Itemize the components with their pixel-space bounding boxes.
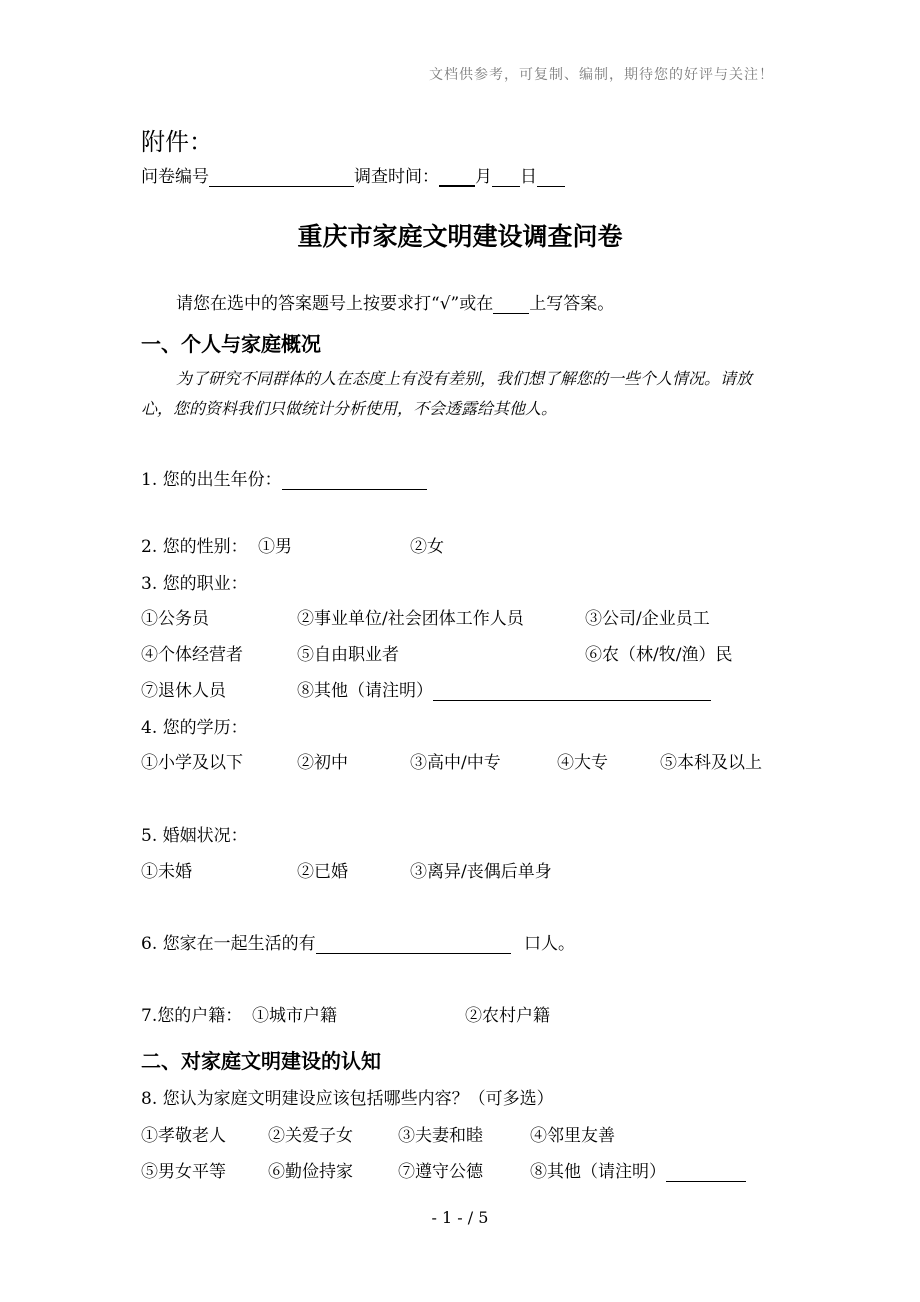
instruction bbox=[176, 289, 614, 314]
question-2 bbox=[141, 532, 248, 557]
q8-number: 8. bbox=[141, 1089, 158, 1109]
questionnaire-no-label: 问卷编号 bbox=[141, 167, 209, 187]
option-civil-servant[interactable]: ①公务员 bbox=[141, 609, 209, 629]
instruction-text-a: 请您在选中的答案题号上按要求打“√”或在 bbox=[176, 294, 494, 314]
questionnaire-meta bbox=[141, 162, 565, 187]
question-1 bbox=[141, 465, 427, 490]
option-junior-high[interactable]: ②初中 bbox=[297, 753, 348, 773]
occupation-other-blank[interactable] bbox=[433, 683, 711, 701]
q2-text: 您的性别： bbox=[162, 537, 248, 557]
option-unmarried[interactable]: ①未婚 bbox=[141, 862, 192, 882]
month-blank[interactable] bbox=[439, 168, 475, 187]
option-male[interactable]: ①男 bbox=[258, 537, 292, 557]
q6-text: 您家在一起生活的有 bbox=[162, 934, 316, 954]
q5-text: 婚姻状况： bbox=[162, 826, 248, 846]
q1-text: 您的出生年份： bbox=[162, 470, 282, 490]
question-5 bbox=[141, 821, 248, 846]
section-1-note: 为了研究不同群体的人在态度上有没有差别，我们想了解您的一些个人情况。请放心，您的资料我们只做统计分析使用，不会透露给其他人。 bbox=[141, 369, 753, 418]
q3-number: 3. bbox=[141, 574, 158, 594]
header-note: 文档供参考，可复制、编制，期待您的好评与关注！ bbox=[429, 67, 774, 83]
page-number: - 1 - / 5 bbox=[431, 1208, 489, 1227]
section-2-heading: 二、对家庭文明建设的认知 bbox=[141, 1049, 381, 1073]
day-blank[interactable] bbox=[492, 169, 520, 187]
option-primary-school[interactable]: ①小学及以下 bbox=[141, 753, 243, 773]
instruction-text-b: 上写答案。 bbox=[529, 294, 615, 314]
attachment-label: 附件： bbox=[141, 128, 213, 156]
questionnaire-no-blank[interactable] bbox=[209, 169, 354, 187]
option-harmonious-couple[interactable]: ③夫妻和睦 bbox=[398, 1126, 483, 1146]
option-rural-hukou[interactable]: ②农村户籍 bbox=[465, 1006, 550, 1026]
question-6 bbox=[141, 929, 575, 954]
q2-number: 2. bbox=[141, 537, 158, 557]
q1-number: 1. bbox=[141, 470, 158, 490]
question-7 bbox=[141, 1001, 242, 1026]
page-title: 重庆市家庭文明建设调查问卷 bbox=[297, 222, 623, 251]
month-label: 月 bbox=[475, 167, 492, 187]
question-8 bbox=[141, 1084, 554, 1109]
option-friendly-neighbors[interactable]: ④邻里友善 bbox=[530, 1126, 615, 1146]
q5-number: 5. bbox=[141, 826, 158, 846]
option-bachelor[interactable]: ⑤本科及以上 bbox=[660, 753, 762, 773]
content-other-blank[interactable] bbox=[666, 1164, 746, 1182]
question-4 bbox=[141, 713, 248, 738]
option-freelancer[interactable]: ⑤自由职业者 bbox=[297, 645, 399, 665]
option-thrift[interactable]: ⑥勤俭持家 bbox=[268, 1162, 353, 1182]
option-public-morality[interactable]: ⑦遵守公德 bbox=[398, 1162, 483, 1182]
instruction-blank bbox=[493, 296, 529, 314]
q6-number: 6. bbox=[141, 934, 158, 954]
q3-text: 您的职业： bbox=[162, 574, 248, 594]
household-size-blank[interactable] bbox=[316, 936, 511, 954]
q6-suffix: 口人。 bbox=[524, 934, 576, 954]
q8-text: 您认为家庭文明建设应该包括哪些内容？（可多选） bbox=[162, 1089, 554, 1109]
survey-time-label: 调查时间： bbox=[354, 167, 439, 187]
option-divorced-widowed[interactable]: ③离异/丧偶后单身 bbox=[410, 862, 552, 882]
option-care-children[interactable]: ②关爱子女 bbox=[268, 1126, 353, 1146]
option-college[interactable]: ④大专 bbox=[557, 753, 608, 773]
option-farmer[interactable]: ⑥农（林/牧/渔）民 bbox=[585, 645, 733, 665]
option-urban-hukou[interactable]: ①城市户籍 bbox=[252, 1006, 337, 1026]
q4-text: 您的学历： bbox=[162, 718, 248, 738]
option-content-other[interactable] bbox=[530, 1157, 746, 1182]
option-retired[interactable]: ⑦退休人员 bbox=[141, 681, 226, 701]
q4-number: 4. bbox=[141, 718, 158, 738]
option-married[interactable]: ②已婚 bbox=[297, 862, 348, 882]
option-gender-equality[interactable]: ⑤男女平等 bbox=[141, 1162, 226, 1182]
section-1-heading: 一、个人与家庭概况 bbox=[141, 332, 321, 356]
birth-year-blank[interactable] bbox=[282, 472, 427, 490]
option-female[interactable]: ②女 bbox=[410, 537, 444, 557]
occupation-other-label: ⑧其他（请注明） bbox=[297, 681, 433, 701]
option-senior-high[interactable]: ③高中/中专 bbox=[410, 753, 501, 773]
trailing-blank[interactable] bbox=[537, 169, 565, 187]
option-self-employed[interactable]: ④个体经营者 bbox=[141, 645, 243, 665]
option-public-institution[interactable]: ②事业单位/社会团体工作人员 bbox=[297, 609, 524, 629]
option-occupation-other[interactable] bbox=[297, 676, 711, 701]
q7-number: 7. bbox=[141, 1006, 158, 1026]
question-3 bbox=[141, 569, 248, 594]
day-label: 日 bbox=[520, 167, 537, 187]
option-company-employee[interactable]: ③公司/企业员工 bbox=[585, 609, 710, 629]
q7-text: 您的户籍： bbox=[157, 1006, 243, 1026]
content-other-label: ⑧其他（请注明） bbox=[530, 1162, 666, 1182]
option-respect-elders[interactable]: ①孝敬老人 bbox=[141, 1126, 226, 1146]
